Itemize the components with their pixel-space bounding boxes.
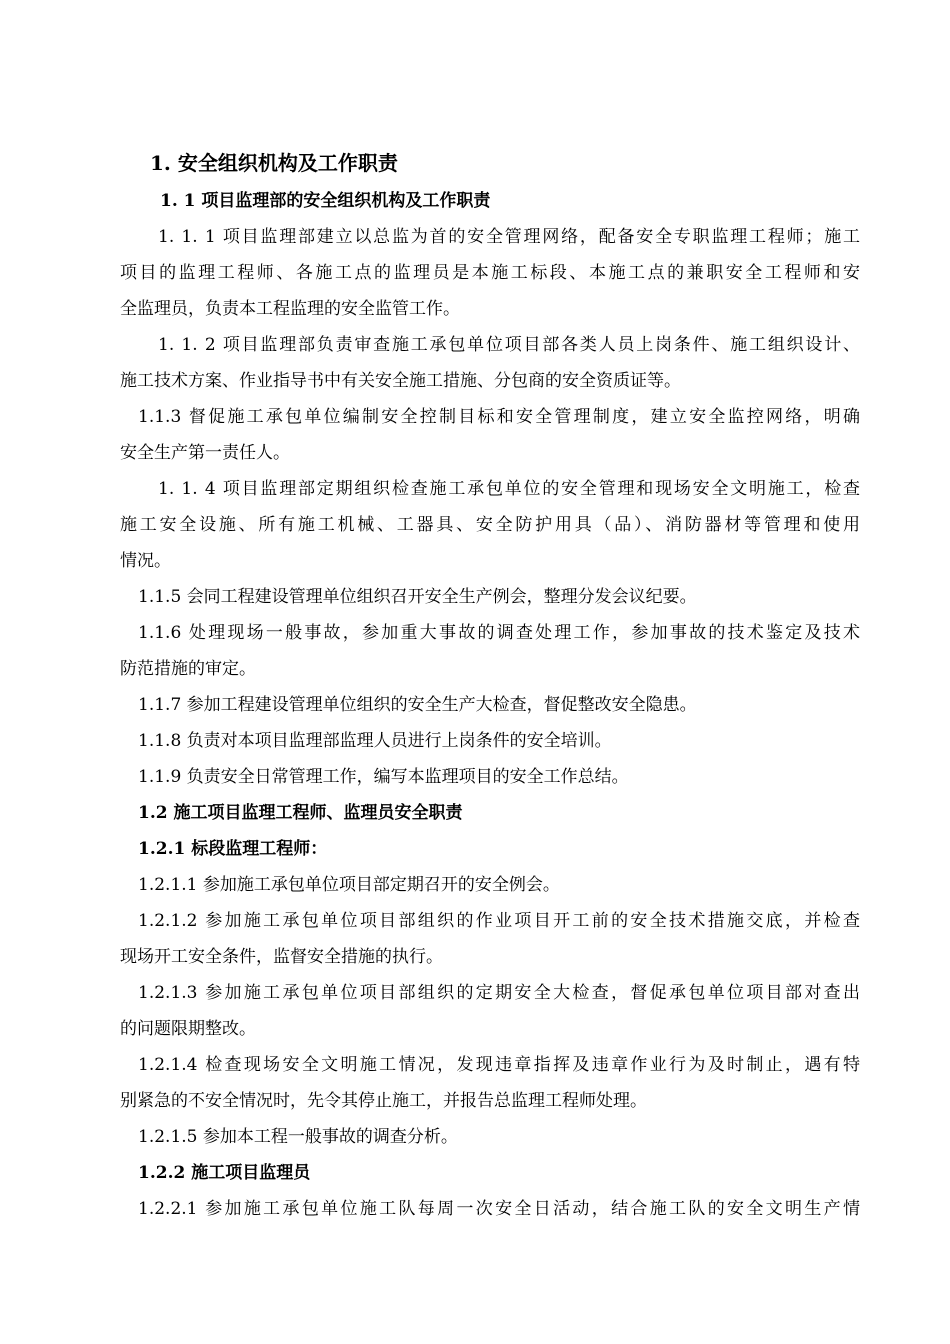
- paragraph-line: 的问题限期整改。: [120, 1019, 256, 1039]
- paragraph-line: 1.1.9 负责安全日常管理工作，编写本监理项目的安全工作总结。: [138, 767, 629, 787]
- paragraph-line: 1.1.6 处理现场一般事故，参加重大事故的调查处理工作，参加事故的技术鉴定及技术: [138, 623, 860, 643]
- section-1-2-2-title: 1.2.2 施工项目监理员: [138, 1163, 311, 1183]
- paragraph-line: 1.2.1.4 检查现场安全文明施工情况，发现违章指挥及违章作业行为及时制止，遇有特: [138, 1055, 860, 1075]
- paragraph-line: 现场开工安全条件，监督安全措施的执行。: [120, 947, 443, 967]
- section-1-1-title: 1. 1 项目监理部的安全组织机构及工作职责: [160, 191, 491, 211]
- paragraph-line: 全监理员，负责本工程监理的安全监管工作。: [120, 299, 460, 319]
- paragraph-line: 1.2.2.1 参加施工承包单位施工队每周一次安全日活动，结合施工队的安全文明生产情: [138, 1199, 860, 1219]
- paragraph-line: 1. 1. 1 项目监理部建立以总监为首的安全管理网络，配备安全专职监理工程师；施工: [158, 227, 860, 247]
- paragraph-line: 1.2.1.5 参加本工程一般事故的调查分析。: [138, 1127, 458, 1147]
- paragraph-line: 1.2.1.2 参加施工承包单位项目部组织的作业项目开工前的安全技术措施交底，并检查: [138, 911, 860, 931]
- paragraph-line: 1.1.7 参加工程建设管理单位组织的安全生产大检查，督促整改安全隐患。: [138, 695, 697, 715]
- paragraph-line: 安全生产第一责任人。: [120, 443, 290, 463]
- paragraph-line: 1.1.5 会同工程建设管理单位组织召开安全生产例会，整理分发会议纪要。: [138, 587, 697, 607]
- paragraph-line: 情况。: [120, 551, 171, 571]
- paragraph-line: 施工技术方案、作业指导书中有关安全施工措施、分包商的安全资质证等。: [120, 371, 681, 391]
- section-1-2-title: 1.2 施工项目监理工程师、监理员安全职责: [138, 803, 463, 823]
- paragraph-line: 1. 1. 2 项目监理部负责审查施工承包单位项目部各类人员上岗条件、施工组织设计、: [158, 335, 860, 355]
- paragraph-line: 1.1.3 督促施工承包单位编制安全控制目标和安全管理制度，建立安全监控网络，明确: [138, 407, 860, 427]
- page-heading: 1. 安全组织机构及工作职责: [150, 151, 398, 175]
- paragraph-line: 1.2.1.3 参加施工承包单位项目部组织的定期安全大检查，督促承包单位项目部对查出: [138, 983, 860, 1003]
- paragraph-line: 1.2.1.1 参加施工承包单位项目部定期召开的安全例会。: [138, 875, 560, 895]
- paragraph-line: 防范措施的审定。: [120, 659, 256, 679]
- paragraph-line: 1. 1. 4 项目监理部定期组织检查施工承包单位的安全管理和现场安全文明施工，检查: [158, 479, 860, 499]
- paragraph-line: 别紧急的不安全情况时，先令其停止施工，并报告总监理工程师处理。: [120, 1091, 647, 1111]
- paragraph-line: 项目的监理工程师、各施工点的监理员是本施工标段、本施工点的兼职安全工程师和安: [120, 263, 860, 283]
- paragraph-line: 1.1.8 负责对本项目监理部监理人员进行上岗条件的安全培训。: [138, 731, 612, 751]
- section-1-2-1-title: 1.2.1 标段监理工程师：: [138, 839, 328, 859]
- paragraph-line: 施工安全设施、所有施工机械、工器具、安全防护用具（品）、消防器材等管理和使用: [120, 515, 860, 535]
